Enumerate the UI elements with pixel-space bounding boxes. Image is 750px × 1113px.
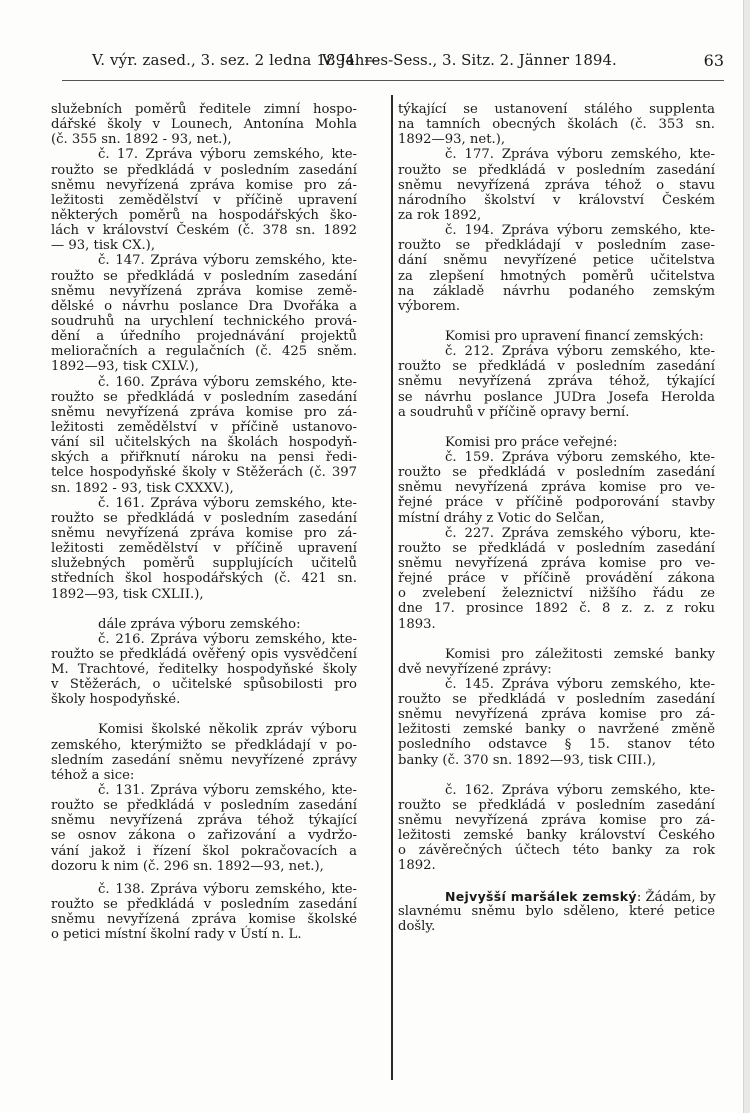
- text-line: č. 162. Zpráva výboru zemského, kte-: [445, 782, 715, 798]
- text-line: Komisi pro záležitosti zemské banky: [445, 646, 715, 662]
- text-line: 1892—93, tisk CXLII.),: [51, 586, 204, 602]
- text-line: [398, 889, 715, 904]
- paragraph: [398, 329, 715, 420]
- paragraph-gap: [398, 314, 715, 329]
- text-line: M. Trachtové, ředitelky hospodyňské školy: [51, 662, 357, 678]
- text-line: 1892.: [398, 858, 436, 874]
- paragraph: [51, 496, 357, 602]
- text-line: č. 194. Zpráva výboru zemského, kte-: [445, 223, 715, 239]
- text-line: Komisi pro upravení financí zemských:: [445, 328, 704, 344]
- text-line: sněmu nevyřízená zpráva komise školské: [51, 912, 357, 928]
- text-line: dání sněmu nevyřízené petice učitelstva: [398, 253, 715, 269]
- paragraph: [51, 617, 357, 708]
- text-line: melioračních a regulačních (č. 425 sněm.: [51, 344, 357, 360]
- text-line: č. 161. Zpráva výboru zemského, kte-: [98, 495, 357, 511]
- text-line: na základě návrhu podaného zemským: [398, 283, 715, 299]
- text-line: lách v království Českém (č. 378 sn. 1892: [51, 223, 357, 239]
- text-line: Komisi pro práce veřejné:: [445, 434, 618, 450]
- text-line: v Stěžerách, o učitelské spůsobilosti pro: [51, 677, 357, 693]
- text-line: 1893.: [398, 616, 436, 632]
- text-line: (č. 355 sn. 1892 - 93, net.),: [51, 132, 232, 148]
- text-line: telce hospodyňské školy v Stěžerách (č. 397: [51, 465, 357, 481]
- text-line: vání sil učitelských na školách hospodyň-: [51, 435, 357, 451]
- text-line: dění a úředního projednávání projektů: [51, 329, 357, 345]
- text-line: o zvelebení železnictví nižšího řádu ze: [398, 586, 715, 602]
- header-czech: V. výr. zased., 3. sez. 2 ledna 1894. —: [92, 51, 380, 69]
- paragraph: [51, 722, 357, 873]
- left-column: [51, 102, 357, 942]
- text-line: o petici místní školní rady v Ústí n. L.: [51, 927, 302, 943]
- text-line: za zlepšení hmotných poměrů učitelstva: [398, 268, 715, 284]
- text-line: sněmu nevyřízená zpráva komise pro zá-: [398, 707, 715, 723]
- text-line: týkající se ustanovení stálého supplenta: [398, 102, 715, 117]
- text-line: č. 145. Zpráva výboru zemského, kte-: [445, 676, 715, 692]
- paragraph: [398, 783, 715, 874]
- text-line: řejné práce v příčině provádění zákona: [398, 571, 715, 587]
- text-line: roužto se předkládá v posledním zasedání: [398, 797, 715, 813]
- paragraph-gap: [398, 768, 715, 783]
- paragraph: [398, 435, 715, 526]
- text-line: dále zpráva výboru zemského:: [98, 616, 301, 632]
- paragraph-gap: [51, 874, 357, 882]
- text-line: roužto se předkládá v posledním zasedání: [51, 897, 357, 913]
- text-line: sn. 1892 - 93, tisk CXXXV.),: [51, 480, 234, 496]
- header-rule: [62, 80, 724, 81]
- paragraph: [398, 647, 715, 768]
- text-line: roužto se předkládá v posledním zasedání: [51, 268, 357, 284]
- paragraph: [398, 147, 715, 223]
- text-line: dozoru k nim (č. 296 sn. 1892—93, net.),: [51, 858, 324, 874]
- paragraph: [51, 147, 357, 253]
- text-line: roužto se předkládá v posledním zasedání: [398, 540, 715, 556]
- text-line: slavnému sněmu bylo sděleno, které petice: [398, 903, 715, 919]
- text-line: sněmu nevyřízená zpráva komise země-: [51, 283, 357, 299]
- text-line: dělské o návrhu poslance Dra Dvořáka a: [51, 298, 357, 314]
- text-line: za rok 1892,: [398, 207, 482, 223]
- paragraph-gap: [398, 874, 715, 889]
- text-line: sněmu nevyřízená zpráva komise pro ve-: [398, 480, 715, 496]
- text-line: č. 17. Zpráva výboru zemského, kte-: [98, 147, 357, 163]
- right-column: [398, 102, 715, 934]
- paragraph: [51, 253, 357, 374]
- paragraph-gap: [398, 632, 715, 647]
- paragraph-gap: [51, 707, 357, 722]
- text-line: č. 227. Zpráva zemského výboru, kte-: [445, 525, 715, 541]
- text-line: dářské školy v Lounech, Antonína Mohla: [51, 117, 357, 133]
- text-line: č. 131. Zpráva výboru zemského, kte-: [98, 783, 357, 799]
- text-line: roužto se předkládá v posledním zasedání: [51, 510, 357, 526]
- text-line: se osnov zákona o zařizování a vydržo-: [51, 828, 357, 844]
- text-line: národního školství v království Českém: [398, 192, 715, 208]
- text-line: roužto se předkládá v posledním zasedání: [398, 359, 715, 375]
- text-line: roužto se předkládá v posledním zasedání: [398, 692, 715, 708]
- text-line: roužto se předkládá v posledním zasedání: [398, 162, 715, 178]
- text-line: sněmu nevyřízená zpráva komise pro ve-: [398, 555, 715, 571]
- text-line: zemského, kterýmižto se předkládají v po-: [51, 737, 357, 753]
- text-line: roužto se předkládají v posledním zase-: [398, 238, 715, 254]
- text-line: roužto se předkládá v posledním zasedání: [51, 798, 357, 814]
- text-line: č. 212. Zpráva výboru zemského, kte-: [445, 344, 715, 360]
- text-line: na tamních obecných školách (č. 353 sn.: [398, 117, 715, 133]
- text-line: středních škol hospodářských (č. 421 sn.: [51, 571, 357, 587]
- paragraph: [51, 102, 357, 147]
- text-line: služebních poměrů ředitele zimní hospo-: [51, 102, 357, 117]
- paragraph: [398, 223, 715, 314]
- text-line: Komisi školské několik zpráv výboru: [98, 722, 357, 738]
- text-line: dvě nevyřízené zprávy:: [398, 661, 552, 677]
- text-line: č. 147. Zpráva výboru zemského, kte-: [98, 253, 357, 269]
- speaker-name: Nejvyšší maršálek zemský: [445, 888, 637, 904]
- paragraph: [398, 526, 715, 632]
- text-line: 1892—93, tisk CXLV.),: [51, 359, 199, 375]
- text-line: sněmu nevyřízená zpráva téhož, týkající: [398, 374, 715, 390]
- text-line: roužto se předkládá v posledním zasedání: [51, 162, 357, 178]
- text-line: č. 160. Zpráva výboru zemského, kte-: [98, 374, 357, 390]
- text-line: roužto se předkládá v posledním zasedání: [398, 465, 715, 481]
- text-line: o závěrečných účtech této banky za rok: [398, 843, 715, 859]
- text-line: se návrhu poslance JUDra Josefa Herolda: [398, 389, 715, 405]
- text-line: sledním zasedání sněmu nevyřízené zprávy: [51, 752, 357, 768]
- text-line: služebných poměrů supplujících učitelů: [51, 556, 357, 572]
- text-line: banky (č. 370 sn. 1892—93, tisk CIII.),: [398, 752, 656, 768]
- paragraph: [398, 102, 715, 147]
- text-line: téhož a sice:: [51, 767, 135, 783]
- text-line: č. 216. Zpráva výboru zemského, kte-: [98, 631, 357, 647]
- text-line: č. 159. Zpráva výboru zemského, kte-: [445, 449, 715, 465]
- paragraph-gap: [398, 420, 715, 435]
- text-line: ležitosti zemědělství v příčině ustanovo-: [51, 419, 357, 435]
- text-line: sněmu nevyřízená zpráva komise pro zá-: [398, 813, 715, 829]
- text-line: — 93, tisk CX.),: [51, 238, 156, 254]
- text-line: školy hospodyňské.: [51, 692, 181, 708]
- text-line: sněmu nevyřízená zpráva téhož týkající: [51, 813, 357, 829]
- page-number: 63: [703, 51, 724, 70]
- paragraph-gap: [51, 602, 357, 617]
- text-line: roužto se předkládá v posledním zasedání: [51, 389, 357, 405]
- running-header: [62, 46, 724, 94]
- text-line: a soudruhů v příčině opravy berní.: [398, 404, 630, 420]
- text-line: výborem.: [398, 298, 461, 314]
- text-line: řejné práce v příčině podporování stavby: [398, 495, 715, 511]
- closing-paragraph: [398, 889, 715, 934]
- text-line: došly.: [398, 918, 436, 934]
- text-line: vání jakož i řízení škol pokračovacích a: [51, 843, 357, 859]
- column-divider: [391, 95, 393, 1080]
- text-line: posledního odstavce § 15. stanov této: [398, 737, 715, 753]
- text-line: ských a přiřknutí nároku na pensi ředi-: [51, 450, 357, 466]
- text-line: sněmu nevyřízená zpráva komise pro zá-: [51, 525, 357, 541]
- text-line: sněmu nevyřízená zpráva komise pro zá-: [51, 404, 357, 420]
- text-line: ležitosti zemské banky o navržené změně: [398, 722, 715, 738]
- text-line: některých poměrů na hospodářských ško-: [51, 207, 357, 223]
- text-line: sněmu nevyřízená zpráva komise pro zá-: [51, 177, 357, 193]
- text-line: č. 138. Zpráva výboru zemského, kte-: [98, 881, 357, 897]
- speech-text: : Žádám, by: [636, 889, 716, 905]
- header-german: V. Jahres-Sess., 3. Sitz. 2. Jänner 1894.: [322, 51, 617, 69]
- paragraph: [51, 882, 357, 943]
- text-line: 1892—93, net.),: [398, 132, 506, 148]
- text-line: sněmu nevyřízená zpráva téhož o stavu: [398, 177, 715, 193]
- paragraph: [51, 375, 357, 496]
- page-edge: [743, 0, 750, 1113]
- text-line: ležitosti zemědělství v příčině upravení: [51, 541, 357, 557]
- text-line: ležitosti zemské banky království Českého: [398, 828, 715, 844]
- text-line: dne 17. prosince 1892 č. 8 z. z. z roku: [398, 601, 715, 617]
- text-line: místní dráhy z Votic do Selčan,: [398, 510, 605, 526]
- text-line: roužto se předkládá ověřený opis vysvědčení: [51, 646, 357, 662]
- text-line: č. 177. Zpráva výboru zemského, kte-: [445, 147, 715, 163]
- text-line: ležitosti zemědělství v příčině upravení: [51, 192, 357, 208]
- text-line: soudruhů na urychlení technického prová-: [51, 313, 357, 329]
